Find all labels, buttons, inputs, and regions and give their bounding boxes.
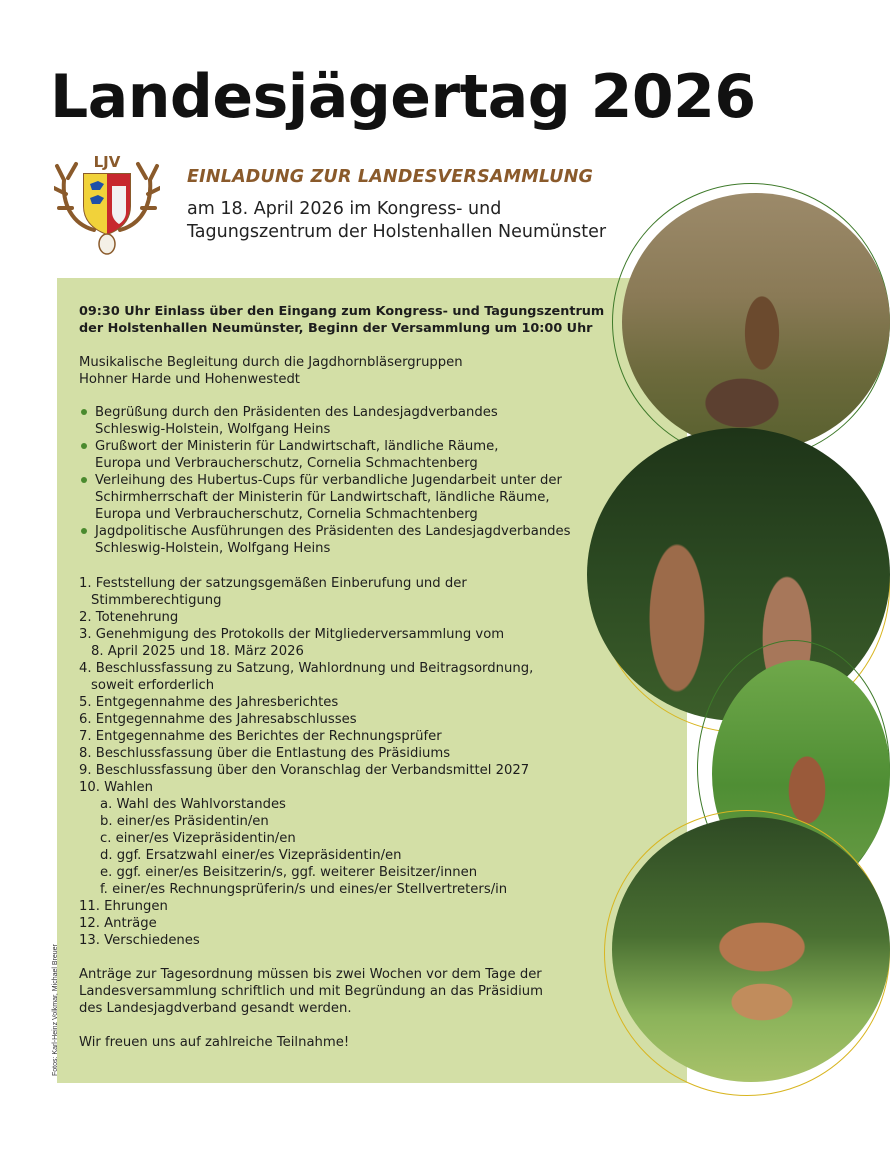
- election-item: [100, 796, 639, 813]
- agenda-item: [79, 915, 639, 932]
- admission-line: der Holstenhallen Neumünster, Beginn der Versammlung um 10:00 Uhr: [79, 321, 593, 336]
- agenda-line: 4. Beschlussfassung zu Satzung, Wahlordnung und Beitragsordnung,: [79, 661, 534, 676]
- program-line: Begrüßung durch den Präsidenten des Landesjagdverbandes: [95, 405, 498, 420]
- admission-info: [79, 303, 639, 337]
- election-item: [100, 864, 639, 881]
- agenda-line: 1. Feststellung der satzungsgemäßen Einberufung und der: [79, 576, 467, 591]
- agenda-list: [79, 575, 639, 949]
- program-line: Jagdpolitische Ausführungen des Präsidenten des Landesjagdverbandes: [95, 524, 571, 539]
- doe-and-fawn-photo: [612, 817, 890, 1082]
- program-item: [79, 438, 639, 472]
- election-item: [100, 881, 639, 898]
- program-line: Schirmherrschaft der Ministerin für Landwirtschaft, ländliche Räume,: [95, 490, 550, 505]
- photo-credit: Fotos: Karl-Heinz Volkmar, Michael Breuer: [52, 944, 59, 1076]
- agenda-line: 8. Beschlussfassung über die Entlastung des Präsidiums: [79, 746, 451, 761]
- election-item: [100, 813, 639, 830]
- agenda-line: Stimmberechtigung: [91, 593, 222, 608]
- election-item: [100, 847, 639, 864]
- admission-line: 09:30 Uhr Einlass über den Eingang zum Kongress- und Tagungszentrum: [79, 304, 605, 319]
- agenda-item: [79, 898, 639, 915]
- agenda-item: [79, 728, 639, 745]
- agenda-line: 10. Wahlen: [79, 780, 153, 795]
- agenda-item: [79, 762, 639, 779]
- program-item: [79, 404, 639, 438]
- venue-line: am 18. April 2026 im Kongress- und: [187, 199, 502, 219]
- program-list: [79, 404, 639, 557]
- agenda-item: [79, 626, 639, 660]
- agenda-line: 5. Entgegennahme des Jahresberichtes: [79, 695, 339, 710]
- agenda-line: 7. Entgegennahme des Berichtes der Rechnungsprüfer: [79, 729, 442, 744]
- agenda-line: 11. Ehrungen: [79, 899, 168, 914]
- election-item: [100, 830, 639, 847]
- motions-line: Anträge zur Tagesordnung müssen bis zwei Wochen vor dem Tage der: [79, 967, 542, 982]
- venue-line: Tagungszentrum der Holstenhallen Neumünster: [187, 222, 607, 242]
- agenda-line: 8. April 2025 und 18. März 2026: [91, 644, 304, 659]
- program-item: [79, 472, 639, 523]
- agenda-item: [79, 694, 639, 711]
- agenda-item: [79, 575, 639, 609]
- election-line: e. ggf. einer/es Beisitzerin/s, ggf. weiterer Beisitzer/innen: [100, 865, 478, 880]
- program-line: Europa und Verbraucherschutz, Cornelia Schmachtenberg: [95, 507, 478, 522]
- agenda-item: [79, 660, 639, 694]
- invitation-body: [79, 303, 639, 1051]
- agenda-item: [79, 932, 639, 949]
- program-item: [79, 523, 639, 557]
- music-line: Hohner Harde und Hohenwestedt: [79, 372, 300, 387]
- agenda-line: 13. Verschiedenes: [79, 933, 200, 948]
- program-line: Europa und Verbraucherschutz, Cornelia Schmachtenberg: [95, 456, 478, 471]
- motions-line: Landesversammlung schriftlich und mit Begründung an das Präsidium: [79, 984, 543, 999]
- motions-note: [79, 966, 639, 1017]
- music-info: [79, 354, 639, 388]
- ljv-logo: [54, 150, 160, 260]
- page-title: Landesjägertag 2026: [50, 62, 756, 132]
- election-line: a. Wahl des Wahlvorstandes: [100, 797, 286, 812]
- agenda-item: [79, 745, 639, 762]
- agenda-line: 12. Anträge: [79, 916, 157, 931]
- agenda-item: [79, 609, 639, 626]
- program-line: Schleswig-Holstein, Wolfgang Heins: [95, 541, 331, 556]
- program-line: Grußwort der Ministerin für Landwirtschaft, ländliche Räume,: [95, 439, 499, 454]
- agenda-line: 9. Beschlussfassung über den Voranschlag der Verbandsmittel 2027: [79, 763, 530, 778]
- closing-greeting: Wir freuen uns auf zahlreiche Teilnahme!: [79, 1035, 350, 1050]
- agenda-item: [79, 711, 639, 728]
- agenda-line: soweit erforderlich: [91, 678, 215, 693]
- invitation-subtitle: EINLADUNG ZUR LANDESVERSAMMLUNG: [187, 167, 594, 187]
- agenda-item: [79, 779, 639, 898]
- election-line: c. einer/es Vizepräsidentin/en: [100, 831, 296, 846]
- music-line: Musikalische Begleitung durch die Jagdhornbläsergruppen: [79, 355, 463, 370]
- program-line: Verleihung des Hubertus-Cups für verbandliche Jugendarbeit unter der: [95, 473, 562, 488]
- election-line: b. einer/es Präsidentin/en: [100, 814, 269, 829]
- election-line: f. einer/es Rechnungsprüferin/s und eines/er Stellvertreters/in: [100, 882, 508, 897]
- agenda-line: 2. Totenehrung: [79, 610, 179, 625]
- motions-line: des Landesjagdverband gesandt werden.: [79, 1001, 352, 1016]
- logo-lettering: LJV: [93, 153, 121, 171]
- venue-text: [187, 198, 667, 244]
- stag-photo: [622, 193, 890, 451]
- election-line: d. ggf. Ersatzwahl einer/es Vizepräsidentin/en: [100, 848, 402, 863]
- agenda-line: 6. Entgegennahme des Jahresabschlusses: [79, 712, 357, 727]
- program-line: Schleswig-Holstein, Wolfgang Heins: [95, 422, 331, 437]
- agenda-line: 3. Genehmigung des Protokolls der Mitgliederversammlung vom: [79, 627, 505, 642]
- election-sublist: [79, 796, 639, 898]
